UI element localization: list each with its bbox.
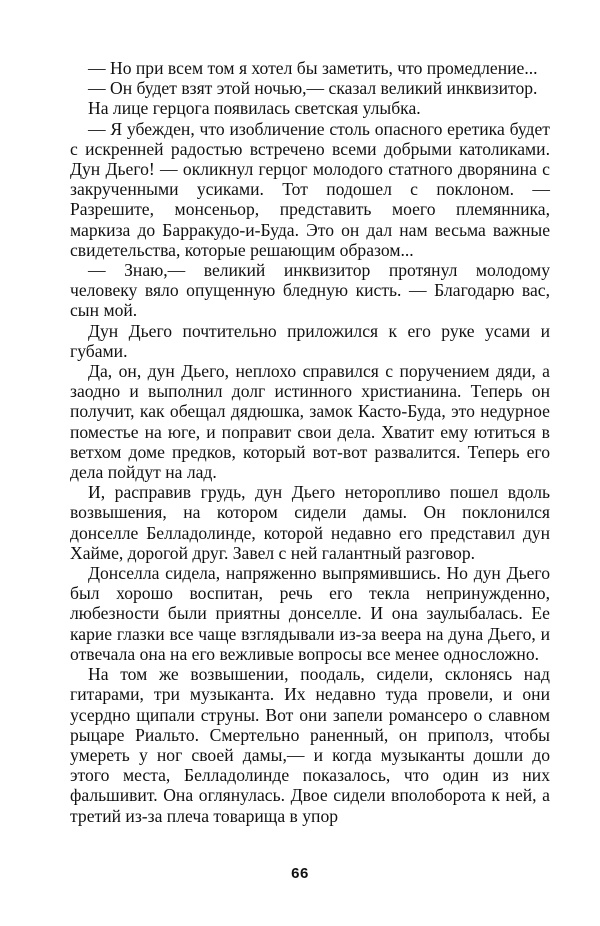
- page-body: [70, 58, 550, 826]
- paragraph-5: — Знаю,— великий инквизитор протянул молодому человеку вяло опущенную бледную кисть. — Благодарю вас, сын мой.: [70, 260, 550, 321]
- paragraph-8: И, расправив грудь, дун Дьего неторопливо пошел вдоль возвышения, на котором сидели дамы. Он поклонился донселле Белладолинде, которой недавно его представил дун Хайме, дорогой друг. Завел с ней галантный разговор.: [70, 482, 550, 563]
- page-number: 66: [291, 865, 309, 882]
- paragraph-10: На том же возвышении, поодаль, сидели, склонясь над гитарами, три музыканта. Их недавно туда провели, и они усердно щипали струны. Вот они запели романсеро о славном рыцаре Риальто. Смертельно раненный, он приполз, чтобы умереть у ног своей дамы,— и когда музыканты дошли до этого места, Белладолинде показалось, что один из них фальшивит. Она оглянулась. Двое сидели вполоборота к ней, а третий из-за плеча товарища в упор: [70, 664, 550, 826]
- paragraph-3: На лице герцога появилась светская улыбка.: [88, 98, 421, 119]
- paragraph-2: — Он будет взят этой ночью,— сказал великий инквизитор.: [88, 78, 538, 99]
- paragraph-4: — Я убежден, что изобличение столь опасного еретика будет с искренней радостью встречено всеми добрыми католиками. Дун Дьего! — окликнул герцог молодого статного дворянина с закрученными усиками. Тот подошел с поклоном. — Разрешите, монсеньор, представить моего племянника, маркиза до Барракудо-и-Буда. Это он дал нам весьма важные свидетельства, которые решающим образом...: [70, 118, 550, 260]
- paragraph-6: Дун Дьего почтительно приложился к его руке усами и губами.: [70, 320, 550, 361]
- paragraph-9: Донселла сидела, напряженно выпрямившись. Но дун Дьего был хорошо воспитан, речь его текла непринужденно, любезности были приятны донселле. И она заулыбалась. Ее карие глазки все чаще взглядывали из-за веера на дуна Дьего, и отвечала она на его вежливые вопросы все менее односложно.: [70, 563, 550, 664]
- paragraph-1: — Но при всем том я хотел бы заметить, что промедление...: [88, 58, 538, 78]
- paragraph-7: Да, он, дун Дьего, неплохо справился с поручением дяди, а заодно и выполнил долг истинного христианина. Теперь он получит, как обещал дядюшка, замок Касто-Буда, это недурное поместье на юге, и поправит свои дела. Хватит ему ютиться в ветхом доме предков, который вот-вот развалится. Теперь его дела пойдут на лад.: [70, 361, 550, 483]
